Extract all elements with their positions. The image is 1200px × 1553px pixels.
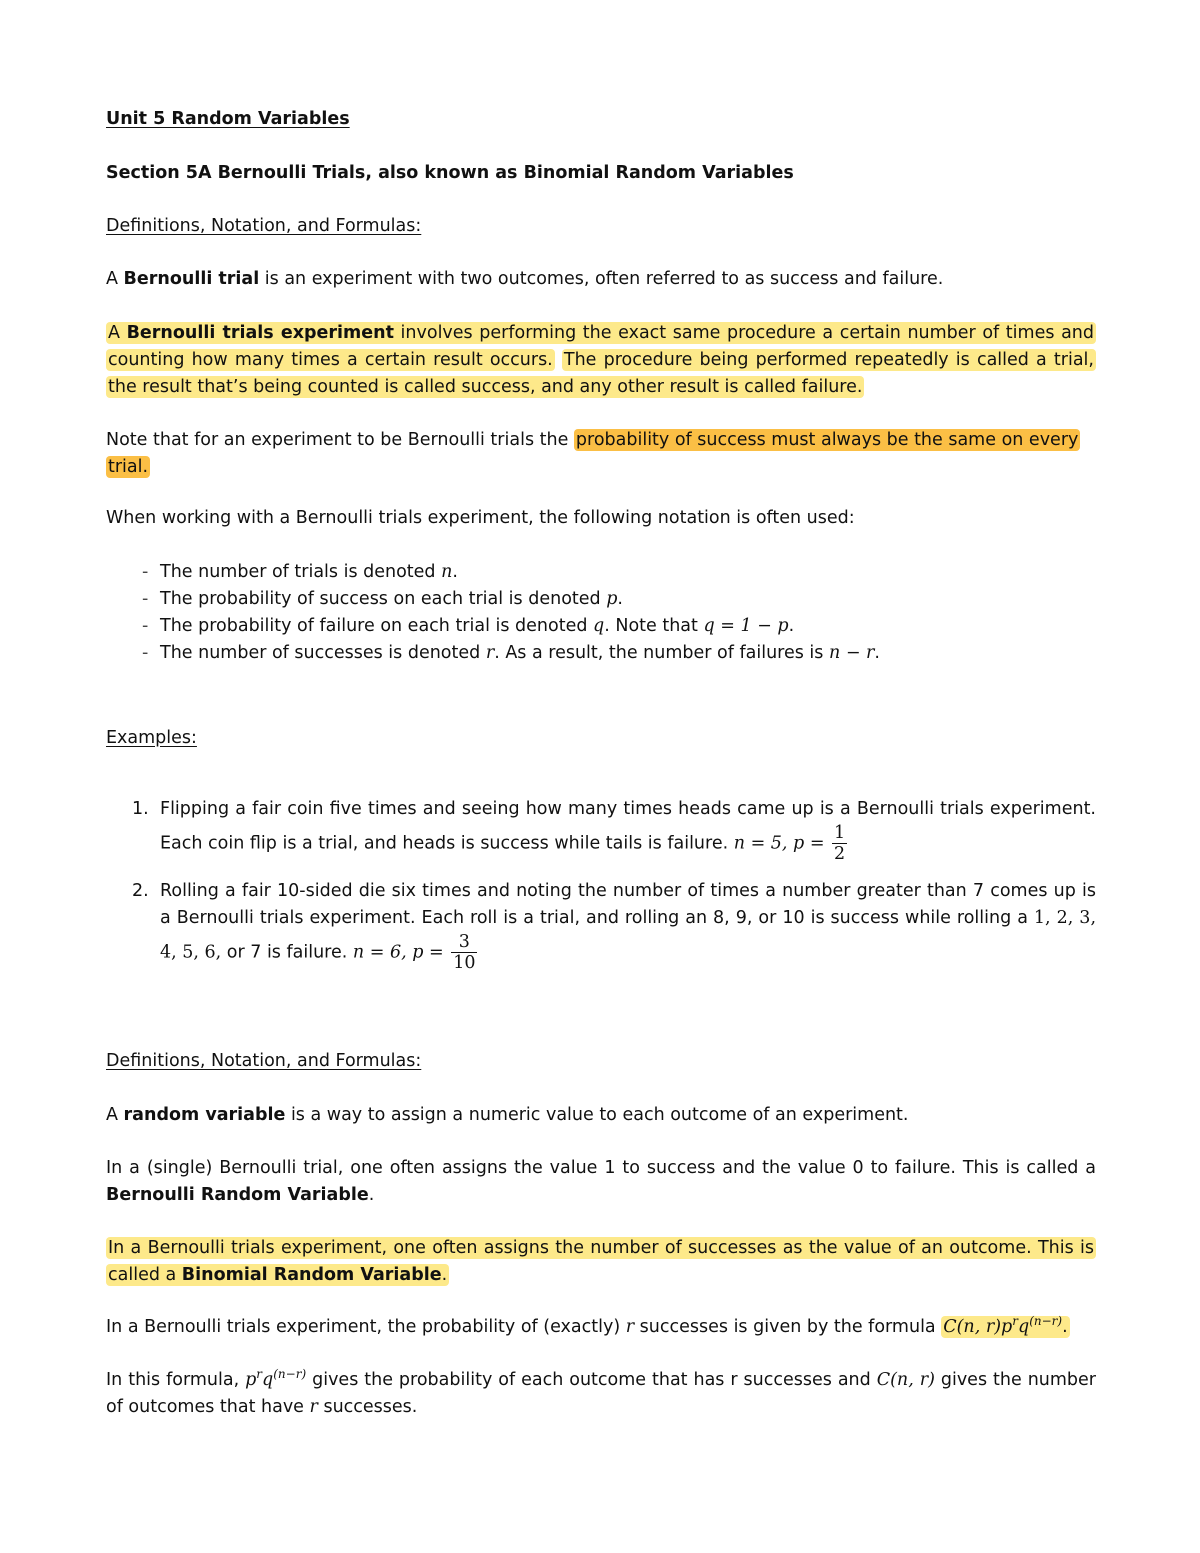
- binomial-random-variable-paragraph: [106, 1235, 1096, 1289]
- list-item: - The probability of failure on each trial is denoted q. Note that q = 1 − p.: [106, 613, 1096, 640]
- formula-paragraph: In a Bernoulli trials experiment, the probability of (exactly) r successes is given by the formula C(n, $r)p^rq^{(n-r)}$.: [106, 1314, 1068, 1337]
- definitions-heading: Definitions, Notation, and Formulas:: [106, 216, 422, 236]
- examples-list: [106, 796, 1096, 985]
- unit-title: Unit 5 Random Variables: [106, 109, 350, 129]
- bernoulli-random-variable-paragraph: In a (single) Bernoulli trial, one often assigns the value 1 to success and the value 0 to failure. This is called a Bernoulli Random Variable.: [106, 1158, 1096, 1205]
- fraction: $\frac{1}{2}$: [834, 823, 846, 864]
- random-variable-definition: A random variable is a way to assign a numeric value to each outcome of an experiment.: [106, 1105, 909, 1125]
- notation-list: [106, 559, 1096, 667]
- highlight-probability: probability of success must always be the same on every trial.: [108, 430, 1079, 477]
- list-item: - The probability of success on each trial is denoted p.: [106, 586, 1096, 613]
- bernoulli-trial-definition: A Bernoulli trial is an experiment with two outcomes, often referred to as success and failure.: [106, 269, 944, 289]
- formula-explanation: In this formula, $p^rq^{(n-r)}$ gives the probability of each outcome that has r successes and C(n, r) gives the number of outcomes that have r successes.: [106, 1367, 1096, 1417]
- list-item: - The number of successes is denoted r. As a result, the number of failures is n − r.: [106, 640, 1096, 667]
- highlight-sentence-2: The procedure being performed repeatedly is called a trial, the result that’s being counted is called success, and any other result is called failure.: [108, 350, 1094, 397]
- notation-intro: When working with a Bernoulli trials experiment, the following notation is often used:: [106, 508, 855, 528]
- note-paragraph: Note that for an experiment to be Bernoulli trials the probability of success must always be the same on every trial.: [106, 430, 1079, 477]
- list-item: - The number of trials is denoted n.: [106, 559, 1096, 586]
- bernoulli-experiment-definition: [106, 320, 1096, 401]
- section-title: Section 5A Bernoulli Trials, also known as Binomial Random Variables: [106, 163, 794, 183]
- definitions-heading-2: Definitions, Notation, and Formulas:: [106, 1051, 422, 1071]
- example-item: 1. Flipping a fair coin five times and seeing how many times heads came up is a Bernoulli trials experiment. Each coin flip is a trial, and heads is success while tails is failure. n = 5, p = $\frac{1}{2}$: [132, 799, 1096, 864]
- highlight-sentence-1: A Bernoulli trials experiment involves performing the exact same procedure a certain number of times and counting how many times a certain result occurs.: [108, 323, 1094, 370]
- highlight-binomial: In a Bernoulli trials experiment, one often assigns the number of successes as the value of an outcome. This is called a Binomial Random Variable.: [108, 1238, 1094, 1285]
- example-item: 2. Rolling a fair 10-sided die six times and noting the number of times a number greater than 7 comes up is a Bernoulli trials experiment. Each roll is a trial, and rolling an 8, 9, or 10 is success while rolling a 1, 2, 3, 4, 5, 6, or 7 is failure. n = 6, p = $\frac{3}{10}$: [132, 881, 1097, 973]
- fraction: $\frac{3}{10}$: [453, 932, 476, 973]
- examples-heading: Examples:: [106, 728, 197, 748]
- highlight-formula: C(n, $r)p^rq^{(n-r)}$.: [943, 1314, 1068, 1337]
